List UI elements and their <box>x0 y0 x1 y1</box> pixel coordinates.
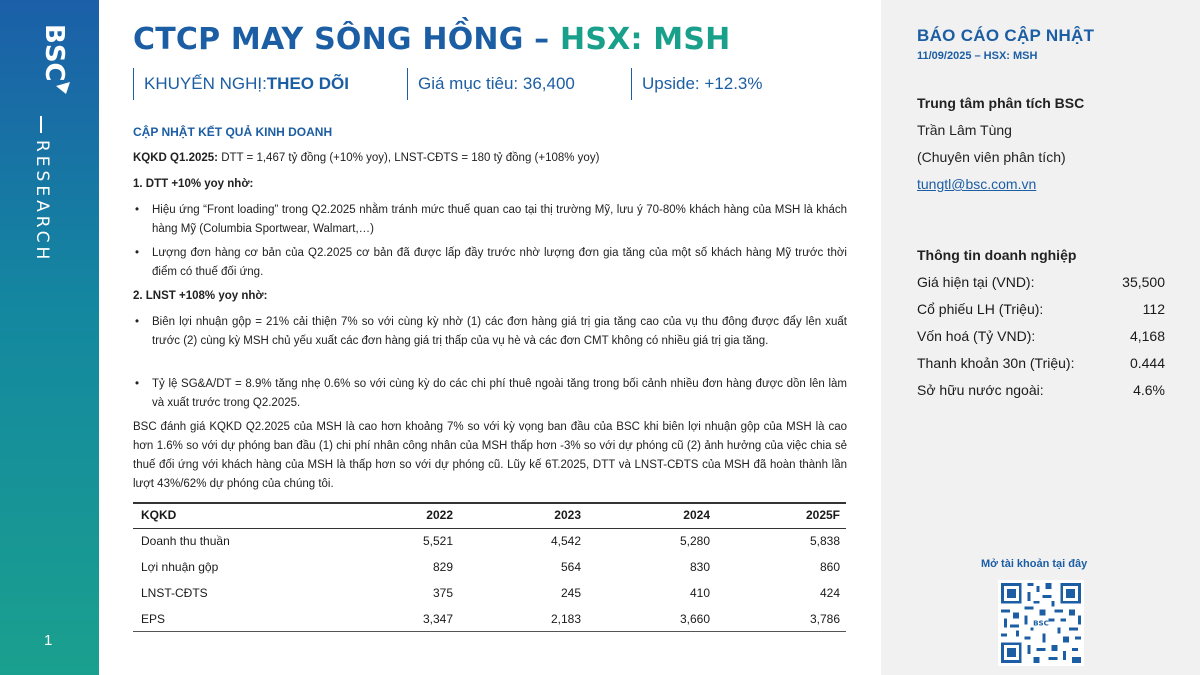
kqkd-label: KQKD Q1.2025: <box>133 152 219 164</box>
lnst-heading: 2. LNST +108% yoy nhờ: <box>133 290 268 302</box>
recommendation-value: THEO DÕI <box>266 74 349 93</box>
recommendation <box>133 68 407 100</box>
table-cell: 424 <box>819 586 840 600</box>
table-cell: 410 <box>689 586 710 600</box>
title-ticker: HSX: MSH <box>560 22 731 57</box>
table-row <box>133 528 846 554</box>
analyst-role: (Chuyên viên phân tích) <box>917 149 1066 165</box>
analyst-email-link[interactable]: tungtl@bsc.com.vn <box>917 176 1037 192</box>
research-center: Trung tâm phân tích BSC <box>917 95 1085 111</box>
table-header: 2025F <box>805 508 840 522</box>
company-info-row <box>917 355 1165 375</box>
info-label: Giá hiện tại (VND): <box>917 274 1035 290</box>
company-info-row <box>917 382 1165 402</box>
info-value: 35,500 <box>1122 274 1165 290</box>
logo-arrow-icon <box>56 82 70 94</box>
info-value: 4.6% <box>1133 382 1165 398</box>
report-date: 11/09/2025 – HSX: MSH <box>917 50 1038 62</box>
company-info-row <box>917 328 1165 348</box>
qr-code-icon[interactable] <box>998 580 1084 666</box>
report-type: BÁO CÁO CẬP NHẬT <box>917 26 1095 45</box>
info-value: 0.444 <box>1129 355 1165 371</box>
info-label: Vốn hoá (Tỷ VND): <box>917 328 1036 344</box>
table-cell: 245 <box>560 586 581 600</box>
company-info-title: Thông tin doanh nghiệp <box>917 247 1077 263</box>
dtt-heading: 1. DTT +10% yoy nhờ: <box>133 178 254 190</box>
kqkd-summary <box>133 149 599 168</box>
recommendation-label: KHUYẾN NGHỊ: <box>144 74 267 93</box>
list-item: • Lượng đơn hàng cơ bản của Q2.2025 cơ bản đã được lấp đầy trước nhờ lượng đơn gia tăng của một số khách hàng Mỹ trước thời điểm có thuế đối ứng. <box>133 244 847 282</box>
table-cell: 564 <box>560 560 581 574</box>
company-info-row <box>917 301 1165 321</box>
table-header: 2023 <box>554 508 581 522</box>
list-item: • Biên lợi nhuận gộp = 21% cải thiện 7% so với cùng kỳ nhờ (1) các đơn hàng giá trị gia tăng cao của vụ thu đông được đẩy lên xuất trước (2) cùng kỳ MSH chủ yếu xuất các đơn hàng giá trị thấp của vụ hè và các đơn CMT không có nhiều giá trị gia tăng. <box>133 313 847 351</box>
list-item: • Hiệu ứng “Front loading” trong Q2.2025 nhằm tránh mức thuế quan cao tại thị trường Mỹ, lưu ý 70-80% khách hàng của MSH là khách hàng Mỹ (Columbia Sportwear, Walmart,…) <box>133 201 847 239</box>
dtt-bullet-list-2 <box>133 244 847 282</box>
title-company: CTCP MAY SÔNG HỒNG – <box>133 22 561 57</box>
page-number: 1 <box>44 632 53 649</box>
table-cell: 3,347 <box>422 612 453 626</box>
upside: Upside: +12.3% <box>631 68 851 100</box>
list-item: • Tỷ lệ SG&A/DT = 8.9% tăng nhẹ 0.6% so với cùng kỳ do các chi phí thuê ngoài tăng trong bối cảnh nhiều đơn hàng được dồn lên làm và xuất trước trong Q2.2025. <box>133 375 847 413</box>
table-header: KQKD <box>141 508 177 522</box>
table-cell: 830 <box>689 560 710 574</box>
table-header: 2024 <box>683 508 710 522</box>
table-header-row <box>133 502 846 528</box>
table-cell: 3,786 <box>809 612 840 626</box>
table-cell: 5,838 <box>809 534 840 548</box>
svg-text:BSC: BSC <box>1033 618 1049 628</box>
divider <box>40 116 42 133</box>
table-cell: 860 <box>819 560 840 574</box>
table-cell: 3,660 <box>679 612 710 626</box>
section-title: CẬP NHẬT KẾT QUẢ KINH DOANH <box>133 125 333 139</box>
research-label: RESEARCH <box>32 140 52 264</box>
bsc-logo <box>26 20 76 108</box>
brand-sidebar <box>0 0 99 675</box>
table-row <box>133 580 846 606</box>
table-header: 2022 <box>426 508 453 522</box>
lnst-bullet-list <box>133 313 847 351</box>
info-value: 112 <box>1142 301 1165 317</box>
bsc-logo-text: BSC <box>39 24 69 82</box>
table-cell: EPS <box>141 612 166 626</box>
analyst-name: Trần Lâm Tùng <box>917 122 1012 138</box>
summary-paragraph: BSC đánh giá KQKD Q2.2025 của MSH là cao hơn khoảng 7% so với kỳ vọng ban đầu của BSC khi biên lợi nhuận gộp của MSH là cao hơn 1.6% so với dự phóng ban đầu (1) chi phí nhân công nhân của MSH thấp hơn -3% so với dự phóng cũ (2) ảnh hưởng của việc chia sẻ thuế đối ứng với khách hàng của MSH là thấp hơn so với dự phóng cũ. Lũy kế 6T.2025, DTT và LNST-CĐTS của MSH đã hoàn thành lần lượt 43%/62% dự phóng của chúng tôi. <box>133 421 847 490</box>
right-panel <box>881 0 1200 675</box>
target-price: Giá mục tiêu: 36,400 <box>407 68 631 100</box>
table-cell: Lợi nhuận gộp <box>141 560 219 574</box>
kqkd-text: DTT = 1,467 tỷ đồng (+10% yoy), LNST-CĐTS = 180 tỷ đồng (+108% yoy) <box>218 152 600 164</box>
report-main <box>133 0 849 675</box>
info-value: 4,168 <box>1129 328 1165 344</box>
table-cell: Doanh thu thuần <box>141 534 230 548</box>
page-title <box>133 22 730 57</box>
table-cell: LNST-CĐTS <box>141 586 208 600</box>
info-label: Cổ phiếu LH (Triệu): <box>917 301 1044 317</box>
dtt-bullet-list <box>133 201 847 239</box>
table-cell: 375 <box>432 586 453 600</box>
table-cell: 5,521 <box>422 534 453 548</box>
recommendation-bar <box>133 68 851 100</box>
info-label: Thanh khoản 30n (Triệu): <box>917 355 1075 371</box>
table-cell: 4,542 <box>550 534 581 548</box>
company-info-row <box>917 274 1165 294</box>
lnst-bullet-list-2 <box>133 375 847 413</box>
table-row <box>133 606 846 632</box>
info-label: Sở hữu nước ngoài: <box>917 382 1044 398</box>
open-account-link[interactable]: Mở tài khoản tại đây <box>981 558 1088 570</box>
table-row <box>133 554 846 580</box>
table-cell: 829 <box>432 560 453 574</box>
table-bottom-rule <box>133 631 846 632</box>
table-cell: 2,183 <box>550 612 581 626</box>
table-cell: 5,280 <box>679 534 710 548</box>
